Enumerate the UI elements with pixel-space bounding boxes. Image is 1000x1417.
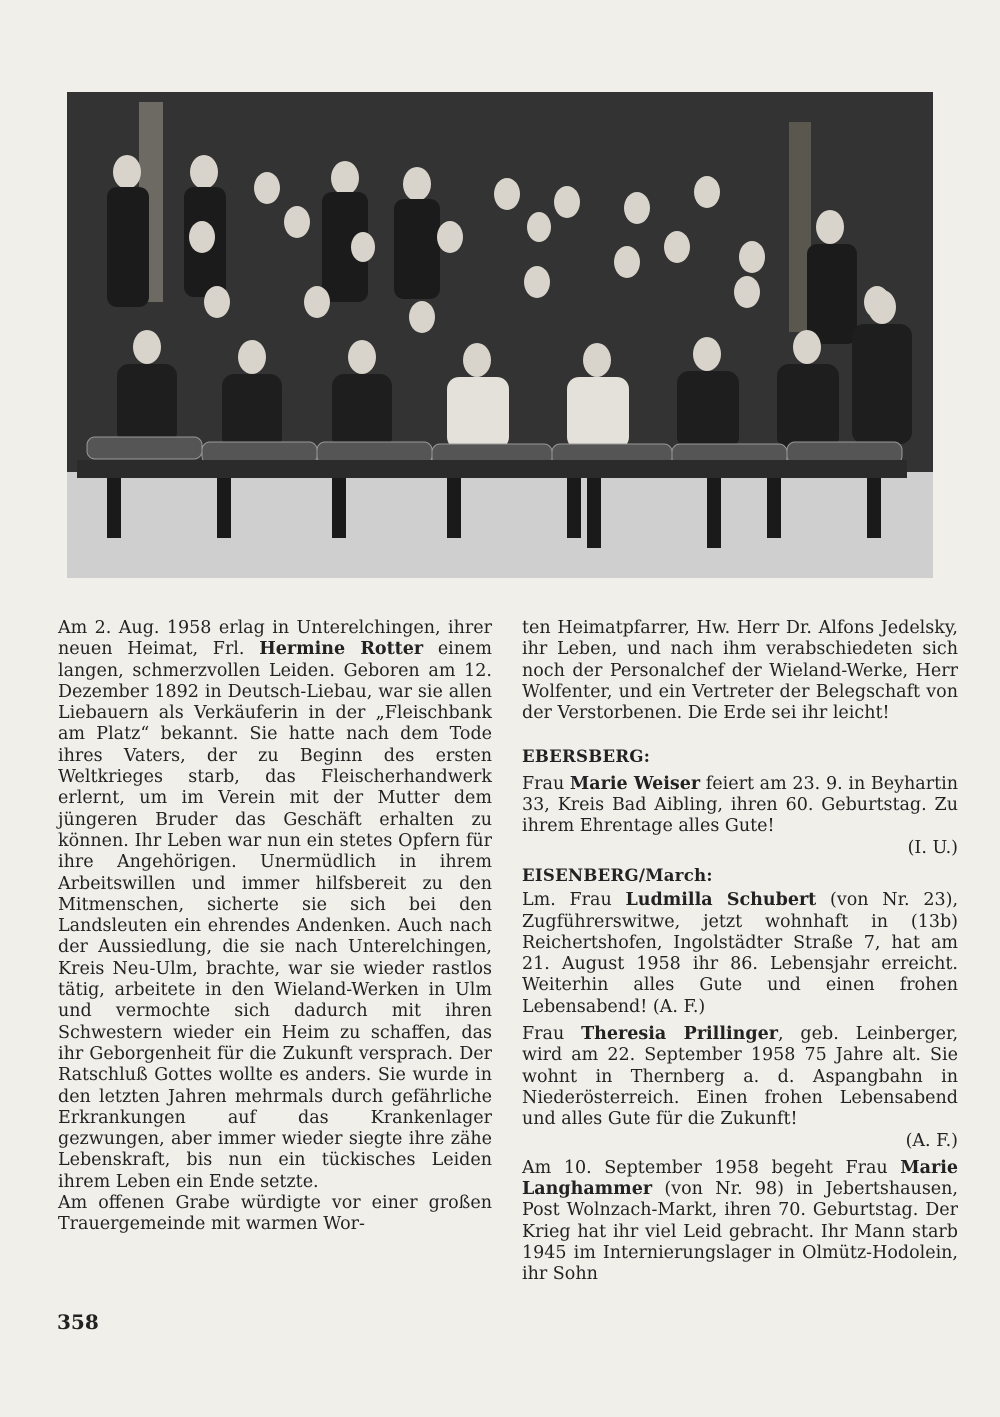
text-run: Am 10. September 1958 begeht Frau bbox=[522, 1157, 901, 1178]
person-name: Hermine Rotter bbox=[259, 639, 424, 660]
text-run: Frau bbox=[522, 773, 570, 794]
text-run: einem langen, schmerzvollen Leiden. Geboren am 12. Dezember 1892 in Deutsch-Liebau, war sie allen Liebauern als Verkäuferin in der „Fleischbank am Platz“ bekannt. Sie hatte nach dem Tode ihres Vaters, der zu Beginn des ersten Weltkrieges starb, das Fleischerhandwerk erlernt, um im Verein mit der Mutter dem jüngeren Bruder das Geschäft erhalten zu können. Ihr Leben war nun ein stetes Opfern für ihre Angehörigen. Unermüdlich in ihrem Arbeitswillen und immer hilfsbereit zu den Mitmenschen, sicherte sie sich bei den Landsleuten ein ehrendes Andenken. Auch nach der Aussiedlung, die sie nach Unterelchingen, Kreis Neu-Ulm, brachte, war sie wieder rastlos tätig, arbeitete in den Wieland-Werken in Ulm und vermochte sich dadurch mit ihren Schwestern wieder ein Heim zu schaffen, das ihr Geborgenheit für die Zukunft versprach. Der Ratschluß Gottes wollte es anders. Sie wurde in den letzten Jahren mehrmals durch gefährliche Erkrankungen auf das Krankenlager gezwungen, aber immer wieder siegte ihre zähe Lebenskraft, bis nun ein tückisches Leiden ihrem Leben ein Ende setzte. bbox=[58, 639, 492, 1192]
text-run: (von Nr. 23), Zugführerswitwe, jetzt wohnhaft in (13b) Reichertshofen, Ingolstädter Straße 7, hat am 21. August 1958 ihr 86. Lebensjahr erreicht. Weiterhin alles Gute und einen frohen Lebensabend! (A. F.) bbox=[522, 890, 959, 1017]
birthday-notice bbox=[522, 1024, 958, 1130]
person-name: Marie Weiser bbox=[569, 773, 701, 794]
section-heading-ebersberg: EBERSBERG: bbox=[522, 747, 651, 767]
text-run: , geb. Leinberger, wird am 22. September 1958 75 Jahre alt. Sie wohnt in Thernberg a. d. Aspangbahn in Niederösterreich. Einen frohen Lebensabend und alles Gute für die Zukunft! bbox=[522, 1024, 959, 1130]
obituary-paragraph bbox=[58, 618, 492, 1193]
author-signature: (A. F.) bbox=[905, 1130, 958, 1151]
author-signature: (I. U.) bbox=[907, 837, 958, 858]
group-photo bbox=[67, 92, 933, 578]
left-column bbox=[58, 618, 492, 1236]
text-run: Lm. Frau bbox=[522, 890, 626, 911]
text-run: feiert am 23. 9. in Beyhartin 33, Kreis Bad Aibling, ihren 60. Geburtstag. Zu ihrem Ehrentage alles Gute! bbox=[522, 773, 958, 837]
section-heading-eisenberg: EISENBERG/March: bbox=[522, 865, 713, 885]
group-photo-icon bbox=[67, 92, 933, 578]
text-run: Am 2. Aug. 1958 erlag in Unterelchingen, ihrer neuen Heimat, Frl. bbox=[58, 618, 492, 660]
text-run: Frau bbox=[522, 1024, 582, 1045]
person-name: Ludmilla Schubert bbox=[625, 890, 817, 911]
continued-paragraph: ten Heimatpfarrer, Hw. Herr Dr. Alfons Jedelsky, ihr Leben, und nach ihm verabschiedeten sich noch der Personalchef der Wieland-Werke, Herr Wolfenter, und ein Vertreter der Belegschaft von der Verstorbenen. Die Erde sei ihr leicht! bbox=[522, 618, 958, 724]
text-run: (von Nr. 98) in Jebertshausen, Post Wolnzach-Markt, ihren 70. Geburtstag. Der Krieg hat ihr viel Leid gebracht. Ihr Mann starb 1945 im Internierungslager in Olmütz-Hodolein, ihr Sohn bbox=[522, 1179, 958, 1285]
person-name: Marie Langhammer bbox=[522, 1157, 958, 1200]
birthday-notice bbox=[522, 890, 958, 1018]
birthday-notice bbox=[522, 1158, 958, 1286]
right-column bbox=[522, 618, 958, 1286]
birthday-notice bbox=[522, 774, 958, 838]
funeral-paragraph: Am offenen Grabe würdigte vor einer großen Trauergemeinde mit warmen Wor- bbox=[58, 1193, 492, 1235]
person-name: Theresia Prillinger bbox=[581, 1024, 778, 1045]
page-number: 358 bbox=[57, 1310, 99, 1334]
